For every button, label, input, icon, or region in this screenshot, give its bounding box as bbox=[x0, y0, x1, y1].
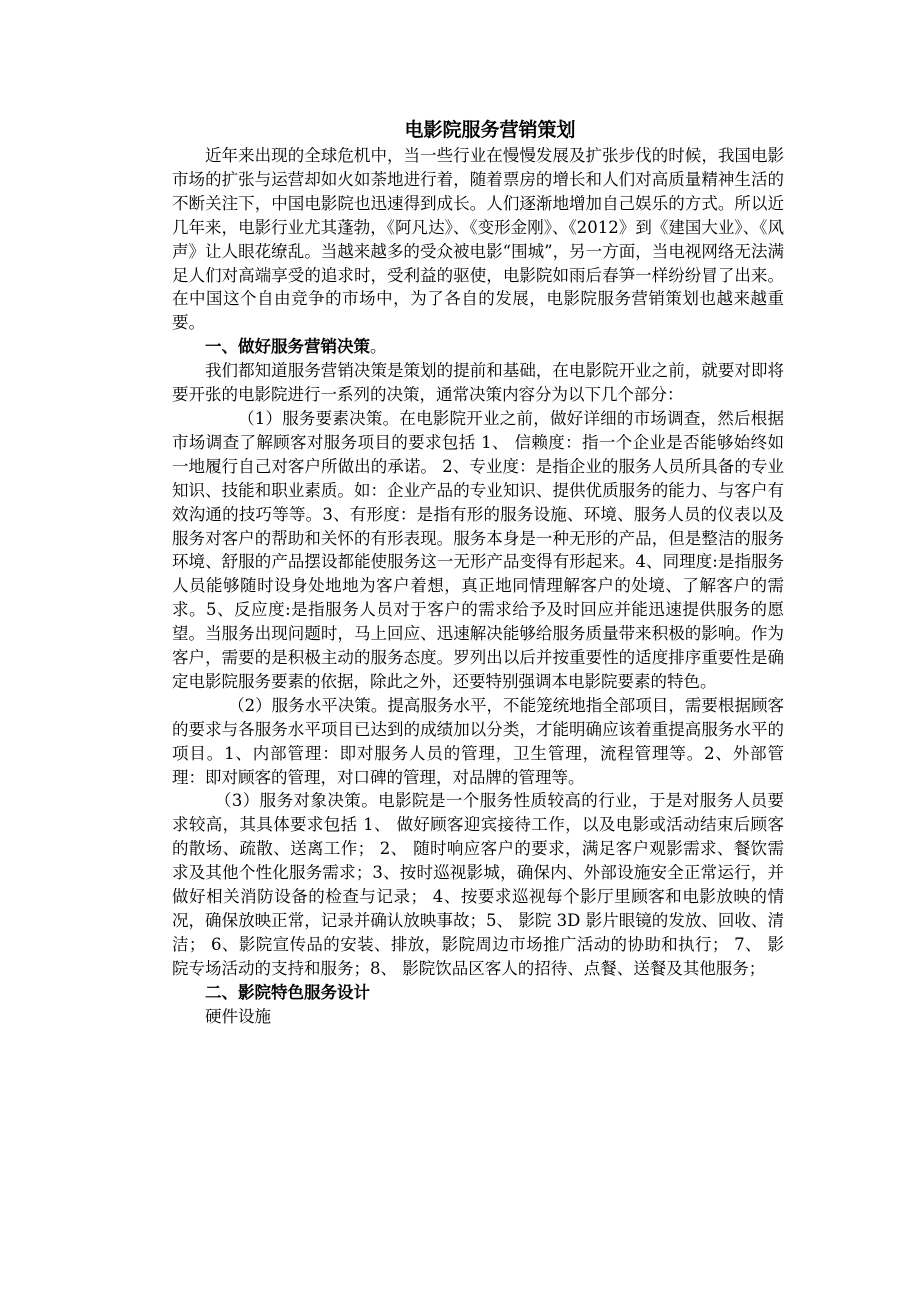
document-title: 电影院服务营销策划 bbox=[404, 119, 576, 141]
document-page bbox=[172, 118, 784, 1029]
item-1-paragraph: （1）服务要素决策。在电影院开业之前，做好详细的市场调查，然后根据市场调查了解顾客对服务项目的要求包括 1、 信赖度：指一个企业是否能够始终如一地履行自己对客户所做出的承诺。 2、专业度：是指企业的服务人员所具备的专业知识、技能和职业素质。如：企业产品的专业知识、提供优质服务的能力、与客户有效沟通的技巧等等。3、有形度：是指有形的服务设施、环境、服务人员的仪表以及服务对客户的帮助和关怀的有形表现。服务本身是一种无形的产品，但是整洁的服务环境、舒服的产品摆设都能使服务这一无形产品变得有形起来。4、同理度:是指服务人员能够随时设身处地地为客户着想，真正地同情理解客户的处境、了解客户的需求。5、反应度:是指服务人员对于客户的需求给予及时回应并能迅速提供服务的愿望。当服务出现问题时，马上回应、迅速解决能够给服务质量带来积极的影响。作为客户，需要的是积极主动的服务态度。罗列出以后并按重要性的适度排序重要性是确定电影院服务要素的依据，除此之外，还要特别强调本电影院要素的特色。 bbox=[172, 408, 784, 691]
section-2-heading: 二、影院特色服务设计 bbox=[205, 982, 370, 1002]
section-2-subheading: 硬件设施 bbox=[205, 1006, 271, 1026]
item-3-paragraph: （3）服务对象决策。电影院是一个服务性质较高的行业，于是对服务人员要求较高，其具体要求包括 1、 做好顾客迎宾接待工作，以及电影或活动结束后顾客的散场、疏散、送离工作； 2、 随时响应客户的要求，满足客户观影需求、餐饮需求及其他个性化服务需求；3、按时巡视影城，确保内、外部设施安全正常运行，并做好相关消防设备的检查与记录； 4、按要求巡视每个影厅里顾客和电影放映的情况，确保放映正常，记录并确认放映事故；5、 影院 3D 影片眼镜的发放、回收、清洁； 6、影院宣传品的安装、排放，影院周边市场推广活动的协助和执行； 7、 影院专场活动的支持和服务；8、 影院饮品区客人的招待、点餐、送餐及其他服务； bbox=[172, 791, 784, 978]
section-1-heading bbox=[172, 335, 784, 359]
intro-paragraph: 近年来出现的全球危机中，当一些行业在慢慢发展及扩张步伐的时候，我国电影市场的扩张与运营却如火如荼地进行着，随着票房的增长和人们对高质量精神生活的不断关注下，中国电影院也迅速得到成长。人们逐渐地增加自己娱乐的方式。所以近几年来，电影行业尤其蓬勃，《阿凡达》、《变形金刚》、《2012》到《建国大业》、《风声》让人眼花缭乱。当越来越多的受众被电影“围城”，另一方面，当电视网络无法满足人们对高端享受的追求时，受利益的驱使，电影院如雨后春笋一样纷纷冒了出来。在中国这个自由竞争的市场中，为了各自的发展，电影院服务营销策划也越来越重要。 bbox=[172, 146, 784, 333]
section-1-intro-paragraph: 我们都知道服务营销决策是策划的提前和基础，在电影院开业之前，就要对即将要开张的电影院进行一系列的决策，通常决策内容分为以下几个部分： bbox=[172, 361, 784, 405]
section-1-heading-text: 一、做好服务营销决策 bbox=[205, 337, 370, 357]
section-1-heading-punct: 。 bbox=[370, 337, 387, 357]
item-2-paragraph: （2）服务水平决策。提高服务水平，不能笼统地指全部项目，需要根据顾客的要求与各服务水平项目已达到的成绩加以分类，才能明确应该着重提高服务水平的项目。1、内部管理：即对服务人员的管理，卫生管理，流程管理等。2、外部管理：即对顾客的管理，对口碑的管理，对品牌的管理等。 bbox=[172, 695, 784, 787]
